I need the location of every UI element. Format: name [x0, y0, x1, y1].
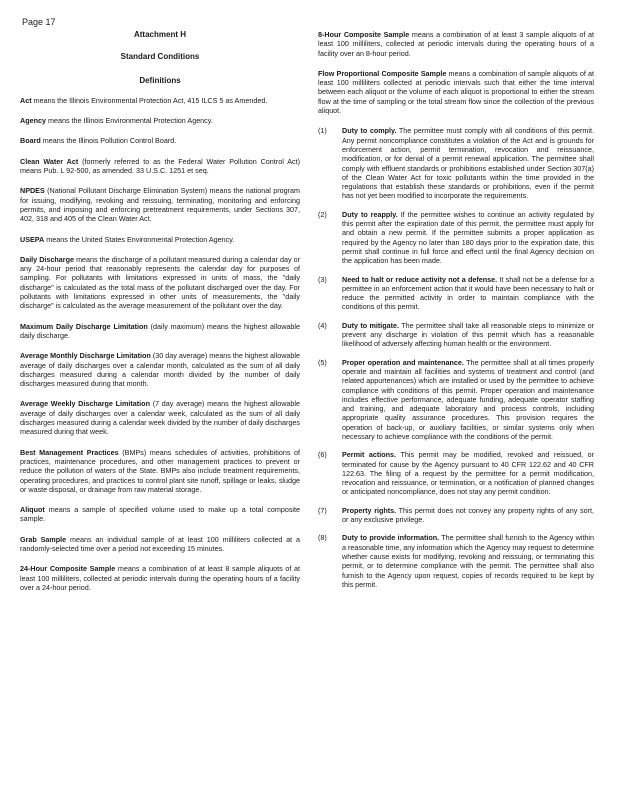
- definition-flow-proportional-composite-sample: [318, 69, 594, 115]
- condition-title: Property rights.: [342, 505, 397, 515]
- condition-body: [342, 358, 594, 442]
- condition-text: This permit does not convey any property rights of any sort, or any exclusive privilege.: [342, 505, 594, 525]
- condition-number: (8): [318, 533, 327, 543]
- condition-number: (7): [318, 505, 327, 515]
- condition-text: This permit may be modified, revoked and reissued, or terminated for cause by the Agency pursuant to 40 CFR 122.62 and 40 CFR 122.63. The filing of a request by the permittee for a permit modification, revocation and reissuance, or termination, or a notification of planned changes or anticipated noncompliance, does not stay any permit condition.: [342, 450, 594, 497]
- condition-title: Duty to comply.: [342, 126, 397, 136]
- definition-average-weekly-discharge: [20, 399, 300, 436]
- condition-number: (2): [318, 209, 327, 219]
- condition-body: [342, 210, 594, 266]
- definition-term: Act: [20, 95, 32, 105]
- definition-text: means the discharge of a pollutant measured during a calendar day or any 24-hour period that reasonably represents the calendar day for purposes of sampling. For pollutants with limitations expressed in units of mass, the "daily discharge" is calculated as the total mass of the pollutant discharged over the day. For pollutants with limitations expressed in other units of measurements, the "daily discharge" is calculated as the average measurement of the pollutant over the day.: [20, 254, 301, 311]
- definition-term: USEPA: [20, 234, 45, 244]
- condition-number: (6): [318, 450, 327, 460]
- definition-text: means a combination of at least 3 sample aliquots of at least 100 milliliters, collected at periodic intervals during the operating hours of a facility over an 8-hour period.: [318, 30, 594, 58]
- definition-text: means a sample of specified volume used to make up a total composite sample.: [20, 505, 300, 524]
- definition-npdes: [20, 186, 300, 223]
- condition-body: [342, 126, 594, 200]
- definition-term: Flow Proportional Composite Sample: [318, 68, 447, 78]
- definition-text: (30 day average) means the highest allowable average of daily discharges over a calendar month, calculated as the sum of all daily discharges measured during a calendar month divided by the number of daily discharges measured during that month.: [20, 351, 300, 389]
- condition-duty-to-provide-information: [318, 533, 594, 589]
- condition-number: (3): [318, 274, 327, 284]
- definition-text: means a combination of at least 8 sample aliquots of at least 100 milliliters, collected at periodic intervals during the operating hours of a facility over a 24-hour period.: [20, 564, 300, 592]
- condition-title: Permit actions.: [342, 450, 397, 460]
- condition-number: (5): [318, 357, 327, 367]
- condition-duty-to-comply: [318, 126, 594, 200]
- condition-number: (4): [318, 320, 327, 330]
- condition-title: Duty to provide information.: [342, 533, 440, 543]
- condition-property-rights: [318, 506, 594, 525]
- definition-clean-water-act: [20, 157, 300, 176]
- definition-text: (formerly referred to as the Federal Water Pollution Control Act) means Pub. L 92-500, as amended. 33 U.S.C. 1251 et seq.: [20, 156, 300, 176]
- condition-text: The permittee must comply with all conditions of this permit. Any permit noncompliance constitutes a violation of the Act and is grounds for enforcement action, permit termination, revocation and reissuance, modification, or for denial of a permit renewal application. The permittee shall comply with effluent standards or prohibitions established under Section 307(a) of the Clean Water Act for toxic pollutants within the time provided in the regulations that establish these standards or prohibitions, even if the permit has not yet been modified to incorporate the requirements.: [342, 126, 594, 201]
- definition-text: means the Illinois Environmental Protection Agency.: [47, 116, 213, 126]
- condition-number: (1): [318, 126, 327, 136]
- section-title: Standard Conditions: [120, 52, 200, 62]
- definition-daily-discharge: [20, 255, 300, 311]
- definition-aliquot: [20, 505, 300, 524]
- attachment-title: Attachment H: [133, 30, 186, 39]
- definition-term: NPDES: [20, 186, 45, 196]
- condition-title: Proper operation and maintenance.: [342, 357, 464, 367]
- definition-text: (BMPs) means schedules of activities, prohibitions of practices, maintenance procedures, and other management practices to prevent or reduce the pollution of waters of the State. BMPs also include treatment requirements, operating procedures, and practices to control plant site runoff, spillage or leaks, sludge or waste disposal, or drainage from raw material storage.: [20, 447, 300, 494]
- condition-duty-to-mitigate: [318, 321, 594, 349]
- definition-grab-sample: [20, 535, 300, 554]
- condition-body: [342, 450, 594, 496]
- left-column: [20, 30, 300, 603]
- definition-board: [20, 136, 300, 145]
- condition-text: The permittee shall take all reasonable steps to minimize or prevent any discharge in violation of this permit which has a reasonable likelihood of adversely affecting human health or the environment.: [342, 320, 594, 349]
- definition-text: (daily maximum) means the highest allowable daily discharge.: [20, 321, 300, 340]
- condition-need-to-halt: [318, 275, 594, 312]
- condition-text: If the permittee wishes to continue an activity regulated by this permit after the expiration date of this permit, the permittee must apply for and obtain a new permit. If the permittee submits a proper application as required by the Agency no later than 180 days prior to the expiration date, this permit shall continue in full force and effect until the final Agency decision on the application has been made.: [342, 209, 594, 266]
- definition-term: 24-Hour Composite Sample: [20, 564, 116, 574]
- right-column: [318, 30, 594, 598]
- definition-term: Grab Sample: [20, 534, 67, 544]
- condition-text: The permittee shall at all times properly operate and maintain all facilities and systems of treatment and control (and related appurtenances) which are installed or used by the permittee to achieve compliance with conditions of this permit. Proper operation and maintenance includes effective performance, adequate funding, adequate operator staffing and training, and adequate laboratory and process controls, including appropriate quality assurance procedures. This provision requires the operation of back-up, or auxiliary facilities, or similar systems only when necessary to achieve compliance with the conditions of the permit.: [342, 357, 594, 441]
- condition-duty-to-reapply: [318, 210, 594, 266]
- condition-body: [342, 533, 594, 589]
- definition-agency: [20, 116, 300, 125]
- definition-text: (7 day average) means the highest allowable average of daily discharges over a calendar week, calculated as the sum of all daily discharges measured during a calendar week divided by the number of daily discharges measured during that week.: [20, 399, 301, 437]
- condition-title: Duty to mitigate.: [342, 320, 400, 330]
- definition-term: Aliquot: [20, 505, 45, 515]
- condition-body: [342, 275, 594, 312]
- condition-proper-operation: [318, 358, 594, 442]
- definition-term: Daily Discharge: [20, 254, 74, 264]
- definition-term: Average Monthly Discharge Limitation: [20, 351, 151, 361]
- definition-text: means the United States Environmental Protection Agency.: [46, 234, 235, 244]
- definition-text: means the Illinois Environmental Protection Act, 415 ILCS 5 as Amended.: [33, 95, 268, 105]
- definition-text: (National Pollutant Discharge Elimination System) means the national program for issuing, modifying, revoking and reissuing, terminating, monitoring and enforcing permits, and imposing and enforcing pretreatment requirements, under Sections 307, 402, 318 and 405 of the Clean Water Act.: [20, 186, 301, 224]
- definition-term: Maximum Daily Discharge Limitation: [20, 321, 148, 331]
- definition-text: means the Illinois Pollution Control Board.: [42, 136, 177, 146]
- condition-body: [342, 506, 594, 525]
- page-number: Page 17: [22, 17, 56, 27]
- definition-text: means a combination of sample aliquots of at least 100 milliliters collected at periodic intervals such that either the time interval between each aliquot or the volume of each aliquot is proportional to either the stream flow at the time of sampling or the total stream flow since the collection of the previous aliquot.: [318, 68, 594, 116]
- condition-text: It shall not be a defense for a permittee in an enforcement action that it would have been necessary to halt or reduce the permitted activity in order to maintain compliance with the conditions of this permit.: [342, 274, 595, 312]
- definition-term: Best Management Practices: [20, 447, 119, 457]
- condition-text: The permittee shall furnish to the Agency within a reasonable time, any information which the Agency may request to determine whether cause exists for modifying, revoking and reissuing, or terminating this permit, or to determine compliance with the permit. The permittee shall also furnish to the Agency upon request, copies of records required to be kept by this permit.: [342, 533, 594, 589]
- condition-body: [342, 321, 594, 349]
- definition-term: Clean Water Act: [20, 156, 79, 166]
- definitions-heading: Definitions: [139, 75, 181, 85]
- definition-term: Board: [20, 136, 41, 146]
- definition-act: [20, 96, 300, 105]
- definition-average-monthly-discharge: [20, 351, 300, 388]
- definition-24-hour-composite-sample: [20, 564, 300, 592]
- definition-8-hour-composite-sample: [318, 30, 594, 58]
- definition-best-management-practices: [20, 448, 300, 494]
- definition-term: Average Weekly Discharge Limitation: [20, 399, 150, 409]
- definition-term: 8-Hour Composite Sample: [318, 30, 410, 39]
- definition-maximum-daily-discharge: [20, 322, 300, 341]
- definition-text: means an individual sample of at least 100 milliliters collected at a randomly-selected time over a period not exceeding 15 minutes.: [20, 534, 301, 553]
- condition-title: Need to halt or reduce activity not a defense.: [342, 274, 498, 284]
- condition-title: Duty to reapply.: [342, 209, 398, 219]
- condition-permit-actions: [318, 450, 594, 496]
- definition-term: Agency: [20, 116, 46, 126]
- definition-usepa: [20, 235, 300, 244]
